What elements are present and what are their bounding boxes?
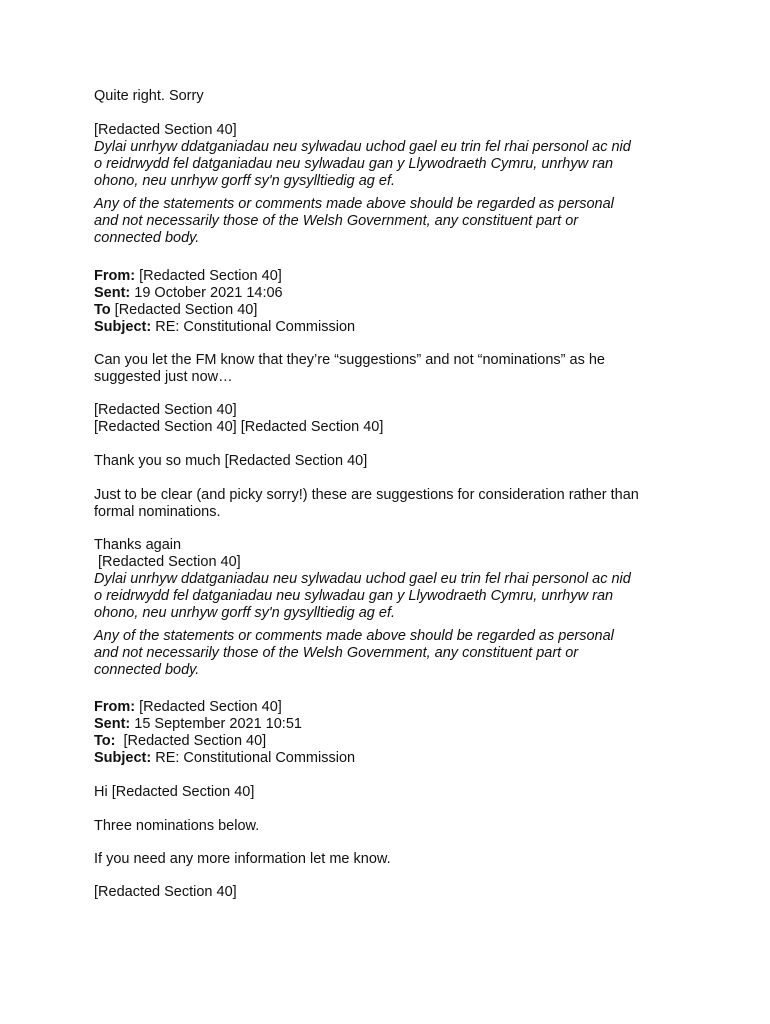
sent-value: 15 September 2021 10:51 xyxy=(130,716,302,732)
to-row xyxy=(94,302,694,319)
redacted-name: [Redacted Section 40] xyxy=(94,554,241,570)
welsh-disclaimer-line: o reidrwydd fel datganiadau neu sylwadau gan y Llywodraeth Cymru, unrhyw ran xyxy=(94,588,614,604)
subject-row xyxy=(94,750,694,767)
to-label: To: xyxy=(94,733,116,749)
subject-label: Subject: xyxy=(94,750,152,766)
welsh-disclaimer-line: ohono, neu unrhyw gorff sy'n gysylltiedig ag ef. xyxy=(94,173,396,189)
redacted-name: [Redacted Section 40] xyxy=(94,122,237,138)
redacted-name: [Redacted Section 40] xyxy=(94,402,237,418)
text-line: formal nominations. xyxy=(94,504,221,520)
to-label: To xyxy=(94,302,111,318)
subject-value: RE: Constitutional Commission xyxy=(151,319,356,335)
redacted-names xyxy=(94,402,694,436)
email-header xyxy=(94,699,694,767)
to-value: [Redacted Section 40] xyxy=(115,733,267,749)
reply-text xyxy=(94,88,694,105)
welsh-disclaimer-line: Dylai unrhyw ddatganiadau neu sylwadau uchod gael eu trin fel rhai personol ac nid xyxy=(94,571,631,587)
from-label: From: xyxy=(94,268,136,284)
english-disclaimer-line: and not necessarily those of the Welsh Government, any constituent part or xyxy=(94,645,579,661)
from-label: From: xyxy=(94,699,136,715)
signoff-text xyxy=(94,884,694,901)
text-line: Thank you so much [Redacted Section 40] xyxy=(94,453,368,469)
sent-row xyxy=(94,716,694,733)
text-line: Just to be clear (and picky sorry!) these are suggestions for consideration rather than xyxy=(94,487,639,503)
welsh-disclaimer-line: o reidrwydd fel datganiadau neu sylwadau gan y Llywodraeth Cymru, unrhyw ran xyxy=(94,156,614,172)
sent-value: 19 October 2021 14:06 xyxy=(130,285,283,301)
thanks-again: Thanks again xyxy=(94,537,182,553)
greeting-text xyxy=(94,784,694,801)
clarify-text xyxy=(94,487,694,521)
from-value: [Redacted Section 40] xyxy=(135,699,282,715)
text-line: Quite right. Sorry xyxy=(94,88,204,104)
english-disclaimer xyxy=(94,196,694,247)
body-text xyxy=(94,818,694,835)
body-text xyxy=(94,851,694,868)
text-line: Can you let the FM know that they’re “suggestions” and not “nominations” as he xyxy=(94,352,605,368)
welsh-disclaimer-line: ohono, neu unrhyw gorff sy'n gysylltiedig ag ef. xyxy=(94,605,396,621)
sent-row xyxy=(94,285,694,302)
redacted-name: [Redacted Section 40] [Redacted Section 40] xyxy=(94,419,384,435)
welsh-disclaimer-line: Dylai unrhyw ddatganiadau neu sylwadau uchod gael eu trin fel rhai personol ac nid xyxy=(94,139,631,155)
subject-row xyxy=(94,319,694,336)
email-body xyxy=(94,352,694,386)
sent-label: Sent: xyxy=(94,285,131,301)
sent-label: Sent: xyxy=(94,716,131,732)
subject-label: Subject: xyxy=(94,319,152,335)
text-line: Three nominations below. xyxy=(94,818,260,834)
thanks-text xyxy=(94,453,694,470)
from-row xyxy=(94,699,694,716)
email-header xyxy=(94,268,694,336)
text-line: Hi [Redacted Section 40] xyxy=(94,784,255,800)
english-disclaimer-line: connected body. xyxy=(94,662,200,678)
english-disclaimer-line: and not necessarily those of the Welsh Government, any constituent part or xyxy=(94,213,579,229)
text-line: If you need any more information let me know. xyxy=(94,851,391,867)
to-row xyxy=(94,733,694,750)
signature-block xyxy=(94,537,694,622)
redacted-name: [Redacted Section 40] xyxy=(94,884,237,900)
text-line: suggested just now… xyxy=(94,369,233,385)
english-disclaimer xyxy=(94,628,694,679)
to-value: [Redacted Section 40] xyxy=(110,302,258,318)
from-value: [Redacted Section 40] xyxy=(135,268,282,284)
english-disclaimer-line: Any of the statements or comments made above should be regarded as personal xyxy=(94,628,614,644)
english-disclaimer-line: connected body. xyxy=(94,230,200,246)
signature-block xyxy=(94,122,694,190)
english-disclaimer-line: Any of the statements or comments made above should be regarded as personal xyxy=(94,196,614,212)
subject-value: RE: Constitutional Commission xyxy=(151,750,356,766)
from-row xyxy=(94,268,694,285)
